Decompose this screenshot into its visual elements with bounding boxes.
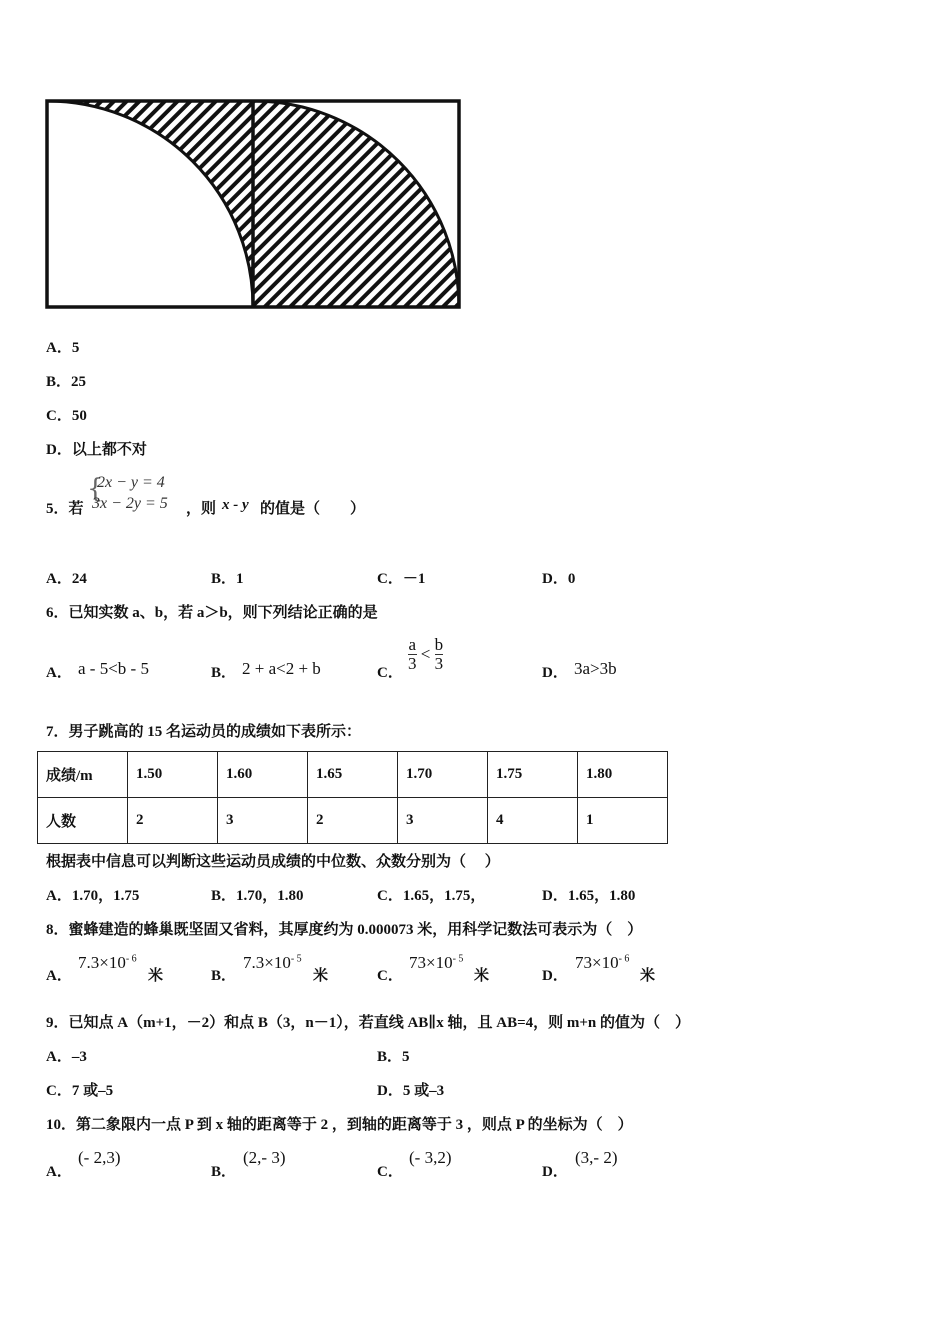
- q10-question: 10．第二象限内一点 P 到 x 轴的距离等于 2 ，到轴的距离等于 3 ，则点 P 的坐标为（ ）: [46, 1117, 633, 1133]
- q6-option-b-expression: 2 + a<2 + b: [242, 659, 321, 678]
- q5-equation-1: 2x − y = 4: [97, 474, 165, 491]
- q8-option-c-label: C．: [377, 968, 403, 984]
- q4-option-d: D．以上都不对: [46, 442, 147, 458]
- q10-option-c-label: C．: [377, 1164, 403, 1180]
- q8-option-c-unit: 米: [474, 968, 490, 984]
- q7-option-c: C．1.65，1.75，: [377, 888, 486, 904]
- q5-brace: {: [87, 474, 104, 504]
- q5-option-d: D．0: [542, 571, 576, 587]
- table-cell: 4: [488, 798, 578, 844]
- fraction-b-over-3: $\frac{b}{3}$: [434, 635, 444, 673]
- q8-option-d-label: D．: [542, 968, 568, 984]
- q7-question: 7．男子跳高的 15 名运动员的成绩如下表所示：: [46, 724, 362, 740]
- q5-option-c: C．－1: [377, 571, 426, 587]
- q10-option-b-label: B．: [211, 1164, 237, 1180]
- q6-option-a-label: A．: [46, 665, 72, 681]
- q5-equation-2: 3x − 2y = 5: [92, 495, 168, 512]
- q5-option-b: B．1: [211, 571, 244, 587]
- table-row: [38, 798, 668, 844]
- q8-option-b-expression: $7.3\times 10^{- 5}$: [243, 953, 302, 972]
- table-cell: 2: [308, 798, 398, 844]
- table-cell: 1.75: [488, 752, 578, 798]
- q5-text-b: 的值是（ ）: [260, 501, 366, 517]
- q9-option-c: C．7 或–5: [46, 1083, 114, 1099]
- q8-option-c-expression: $73\times 10^{- 5}$: [409, 953, 464, 972]
- q10-option-b-expression: (2,- 3): [243, 1148, 286, 1167]
- q10-option-a-label: A．: [46, 1164, 72, 1180]
- table-cell: 3: [218, 798, 308, 844]
- q8-question: 8．蜜蜂建造的蜂巢既坚固又省料，其厚度约为 0.000073 米，用科学记数法可表示为（ ）: [46, 922, 643, 938]
- q8-option-b-label: B．: [211, 968, 237, 984]
- q9-option-d: D．5 或–3: [377, 1083, 445, 1099]
- q8-option-d-unit: 米: [640, 968, 656, 984]
- q7-option-a: A．1.70，1.75: [46, 888, 140, 904]
- q6-option-c-label: C．: [377, 665, 403, 681]
- q5-prefix: 5．若: [46, 501, 84, 517]
- q4-option-a: A．5: [46, 340, 80, 356]
- q4-option-c: C．50: [46, 408, 87, 424]
- table-cell: 1.60: [218, 752, 308, 798]
- q10-option-d-label: D．: [542, 1164, 568, 1180]
- q6-option-a-expression: a - 5<b - 5: [78, 659, 149, 678]
- q7-option-b: B．1.70，1.80: [211, 888, 304, 904]
- shaded-arc-figure: [40, 96, 466, 312]
- table-row: [38, 752, 668, 798]
- q7-followup: 根据表中信息可以判断这些运动员成绩的中位数、众数分别为（ ）: [46, 854, 500, 870]
- table-cell: 2: [128, 798, 218, 844]
- q6-option-d-expression: 3a>3b: [574, 659, 617, 678]
- q5-expression: x - y: [222, 497, 249, 513]
- q9-question: 9．已知点 A（m+1，－2）和点 B（3，n－1），若直线 AB∥x 轴，且 AB=4，则 m+n 的值为（ ）: [46, 1015, 691, 1031]
- q8-option-a-label: A．: [46, 968, 72, 984]
- q9-option-a: A．–3: [46, 1049, 87, 1065]
- q8-option-b-unit: 米: [313, 968, 329, 984]
- score-table: [37, 751, 668, 844]
- q10-option-a-expression: (- 2,3): [78, 1148, 121, 1167]
- q10-option-d-expression: (3,- 2): [575, 1148, 618, 1167]
- table-cell: 成绩/m: [38, 752, 128, 798]
- q4-option-b: B．25: [46, 374, 87, 390]
- table-cell: 人数: [38, 798, 128, 844]
- table-cell: 1.80: [578, 752, 668, 798]
- q5-text-a: ，则: [186, 501, 217, 517]
- q6-option-c-fractions: $\frac{a}{3}$ < $\frac{b}{3}$: [408, 635, 444, 673]
- table-cell: 1.65: [308, 752, 398, 798]
- q7-option-d: D．1.65，1.80: [542, 888, 636, 904]
- table-cell: 3: [398, 798, 488, 844]
- q8-option-d-expression: $73\times 10^{- 6}$: [575, 953, 630, 972]
- q8-option-a-expression: $7.3\times 10^{- 6}$: [78, 953, 137, 972]
- fraction-a-over-3: $\frac{a}{3}$: [408, 635, 417, 673]
- q5-option-a: A．24: [46, 571, 87, 587]
- table-cell: 1.50: [128, 752, 218, 798]
- q6-option-b-label: B．: [211, 665, 237, 681]
- table-cell: 1.70: [398, 752, 488, 798]
- q6-option-d-label: D．: [542, 665, 568, 681]
- q6-question: 6．已知实数 a、b，若 a＞b，则下列结论正确的是: [46, 605, 378, 621]
- table-cell: 1: [578, 798, 668, 844]
- q9-option-b: B．5: [377, 1049, 410, 1065]
- q10-option-c-expression: (- 3,2): [409, 1148, 452, 1167]
- q8-option-a-unit: 米: [148, 968, 164, 984]
